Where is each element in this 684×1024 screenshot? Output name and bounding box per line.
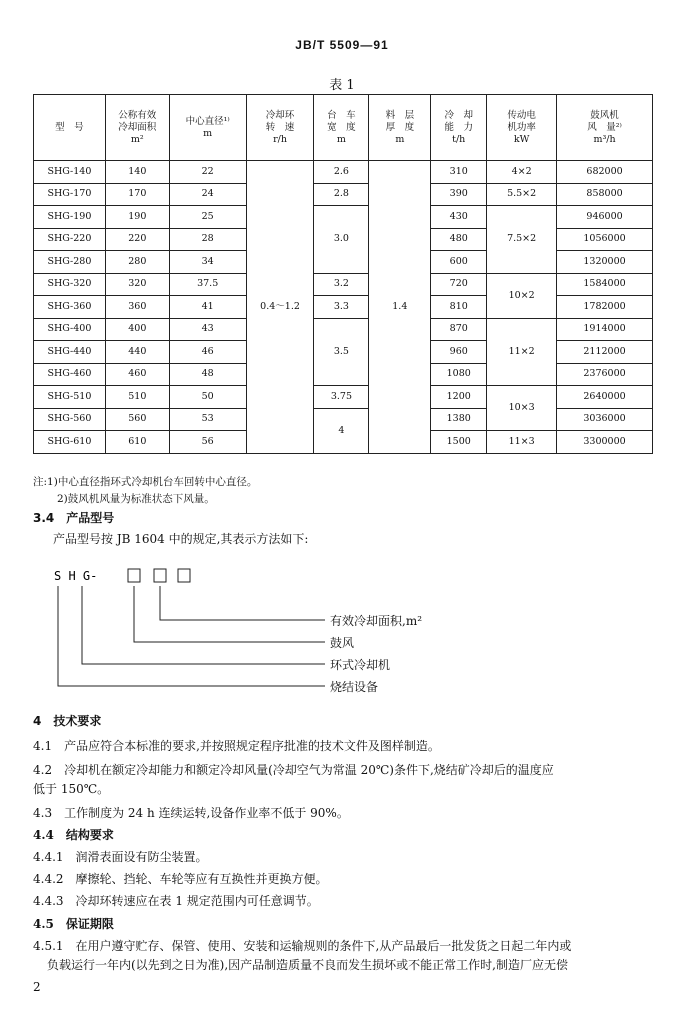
cell-power: 11×2 [487, 318, 557, 386]
cell-airflow: 682000 [557, 161, 653, 184]
cell-model: SHG-140 [34, 161, 106, 184]
cell-area: 360 [105, 296, 169, 319]
cell-airflow: 2376000 [557, 363, 653, 386]
leader-lines [58, 586, 325, 686]
cell-diameter: 34 [169, 251, 246, 274]
cell-width: 3.75 [314, 386, 369, 409]
clause-4-4-3: 4.4.3 冷却环转速应在表 1 规定范围内可任意调节。 [33, 894, 319, 908]
cell-area: 510 [105, 386, 169, 409]
cell-model: SHG-560 [34, 408, 106, 431]
label-blower: 鼓风 [330, 636, 355, 650]
cell-diameter: 46 [169, 341, 246, 364]
cell-diameter: 56 [169, 431, 246, 454]
cell-airflow: 946000 [557, 206, 653, 229]
note-2: 2)鼓风机风量为标准状态下风量。 [57, 493, 215, 505]
cell-airflow: 3300000 [557, 431, 653, 454]
cell-model: SHG-610 [34, 431, 106, 454]
label-sinter-equipment: 烧结设备 [330, 680, 379, 694]
cell-capacity: 1200 [431, 386, 487, 409]
cell-model: SHG-190 [34, 206, 106, 229]
cell-width: 3.5 [314, 318, 369, 386]
section-title: 技术要求 [53, 714, 102, 728]
clause-4-5-1-line2: 负载运行一年内(以先到之日为准),因产品制造质量不良而发生损坏或不能正常工作时,制造厂应无偿 [47, 958, 568, 972]
cell-capacity: 960 [431, 341, 487, 364]
cell-diameter: 28 [169, 228, 246, 251]
model-code-text: S H G- [54, 569, 98, 583]
cell-power: 5.5×2 [487, 183, 557, 206]
clause-4-1: 4.1 产品应符合本标准的要求,并按照规定程序批准的技术文件及图样制造。 [33, 739, 440, 753]
col-width: 台 车 宽 度 m [314, 95, 369, 161]
page-header: JB/T 5509—91 [295, 38, 389, 52]
cell-area: 400 [105, 318, 169, 341]
cell-diameter: 37.5 [169, 273, 246, 296]
page-number: 2 [33, 980, 41, 994]
section-3-4-heading [33, 509, 114, 526]
cell-model: SHG-400 [34, 318, 106, 341]
table-header-row [34, 95, 653, 161]
cell-speed: 0.4～1.2 [246, 161, 314, 454]
table-row [34, 161, 653, 184]
cell-airflow: 1584000 [557, 273, 653, 296]
cell-diameter: 25 [169, 206, 246, 229]
cell-layer: 1.4 [369, 161, 431, 454]
clause-4-2-line1: 4.2 冷却机在额定冷却能力和额定冷却风量(冷却空气为常温 20℃)条件下,烧结矿冷却后的温度应 [33, 763, 554, 777]
cell-airflow: 1056000 [557, 228, 653, 251]
cell-airflow: 1320000 [557, 251, 653, 274]
label-ring-cooler: 环式冷却机 [330, 658, 391, 672]
cell-capacity: 720 [431, 273, 487, 296]
spec-table [33, 94, 653, 454]
section-number: 3.4 [33, 511, 55, 525]
clause-4-5-1-line1: 4.5.1 在用户遵守贮存、保管、使用、安装和运输规则的条件下,从产品最后一批发货之日起二年内或 [33, 939, 572, 953]
cell-capacity: 870 [431, 318, 487, 341]
table-notes [33, 474, 257, 508]
table-row [34, 318, 653, 341]
cell-area: 280 [105, 251, 169, 274]
cell-airflow: 1914000 [557, 318, 653, 341]
cell-area: 140 [105, 161, 169, 184]
cell-capacity: 1380 [431, 408, 487, 431]
clause-4-5: 4.5 保证期限 [33, 917, 114, 931]
cell-diameter: 22 [169, 161, 246, 184]
col-layer: 料 层 厚 度 m [369, 95, 431, 161]
col-area: 公称有效 冷却面积 m² [105, 95, 169, 161]
section-title: 产品型号 [66, 511, 115, 525]
cell-area: 460 [105, 363, 169, 386]
cell-width: 2.8 [314, 183, 369, 206]
cell-diameter: 24 [169, 183, 246, 206]
cell-area: 320 [105, 273, 169, 296]
note-1: 注:1)中心直径指环式冷却机台车回转中心直径。 [33, 476, 258, 488]
placeholder-box [128, 569, 140, 582]
cell-capacity: 310 [431, 161, 487, 184]
cell-area: 190 [105, 206, 169, 229]
cell-area: 170 [105, 183, 169, 206]
cell-capacity: 1080 [431, 363, 487, 386]
table-row [34, 273, 653, 296]
cell-model: SHG-460 [34, 363, 106, 386]
cell-model: SHG-510 [34, 386, 106, 409]
clause-4-4: 4.4 结构要求 [33, 828, 114, 842]
cell-capacity: 390 [431, 183, 487, 206]
cell-diameter: 48 [169, 363, 246, 386]
table-row [34, 296, 653, 319]
col-speed: 冷却环 转 速 r/h [246, 95, 314, 161]
placeholder-box [154, 569, 166, 582]
cell-diameter: 53 [169, 408, 246, 431]
cell-area: 610 [105, 431, 169, 454]
cell-diameter: 41 [169, 296, 246, 319]
model-code-diagram [50, 562, 350, 702]
clause-4-4-2: 4.4.2 摩擦轮、挡轮、车轮等应有互换性并更换方便。 [33, 872, 328, 886]
cell-width: 3.0 [314, 206, 369, 274]
col-airflow: 鼓风机 风 量²⁾ m³/h [557, 95, 653, 161]
cell-capacity: 600 [431, 251, 487, 274]
col-capacity: 冷 却 能 力 t/h [431, 95, 487, 161]
cell-airflow: 2640000 [557, 386, 653, 409]
cell-area: 560 [105, 408, 169, 431]
label-cooling-area: 有效冷却面积,m² [330, 614, 423, 628]
cell-power: 7.5×2 [487, 206, 557, 274]
cell-capacity: 810 [431, 296, 487, 319]
table-row [34, 183, 653, 206]
cell-area: 440 [105, 341, 169, 364]
cell-width: 3.2 [314, 273, 369, 296]
cell-power: 10×3 [487, 386, 557, 431]
table-row [34, 408, 653, 431]
clause-4-2-line2: 低于 150℃。 [33, 782, 110, 796]
section-number: 4 [33, 714, 42, 728]
cell-model: SHG-220 [34, 228, 106, 251]
cell-model: SHG-280 [34, 251, 106, 274]
clause-4-4-1: 4.4.1 润滑表面设有防尘装置。 [33, 850, 208, 864]
col-power: 传动电 机功率 kW [487, 95, 557, 161]
cell-capacity: 480 [431, 228, 487, 251]
cell-airflow: 1782000 [557, 296, 653, 319]
cell-width: 4 [314, 408, 369, 453]
section-3-4-text: 产品型号按 JB 1604 中的规定,其表示方法如下: [53, 532, 309, 546]
table-title: 表 1 [329, 78, 355, 93]
cell-model: SHG-170 [34, 183, 106, 206]
cell-width: 2.6 [314, 161, 369, 184]
cell-power: 4×2 [487, 161, 557, 184]
cell-airflow: 2112000 [557, 341, 653, 364]
table-row [34, 386, 653, 409]
placeholder-box [178, 569, 190, 582]
col-model: 型 号 [34, 95, 106, 161]
cell-airflow: 858000 [557, 183, 653, 206]
cell-airflow: 3036000 [557, 408, 653, 431]
cell-width: 3.3 [314, 296, 369, 319]
table-row [34, 206, 653, 229]
cell-diameter: 43 [169, 318, 246, 341]
section-4-heading [33, 712, 101, 729]
cell-power: 10×2 [487, 273, 557, 318]
cell-capacity: 1500 [431, 431, 487, 454]
cell-capacity: 430 [431, 206, 487, 229]
clause-4-3: 4.3 工作制度为 24 h 连续运转,设备作业率不低于 90%。 [33, 806, 349, 820]
cell-area: 220 [105, 228, 169, 251]
col-diameter: 中心直径¹⁾ m [169, 95, 246, 161]
cell-model: SHG-440 [34, 341, 106, 364]
cell-diameter: 50 [169, 386, 246, 409]
cell-model: SHG-360 [34, 296, 106, 319]
cell-model: SHG-320 [34, 273, 106, 296]
cell-power: 11×3 [487, 431, 557, 454]
